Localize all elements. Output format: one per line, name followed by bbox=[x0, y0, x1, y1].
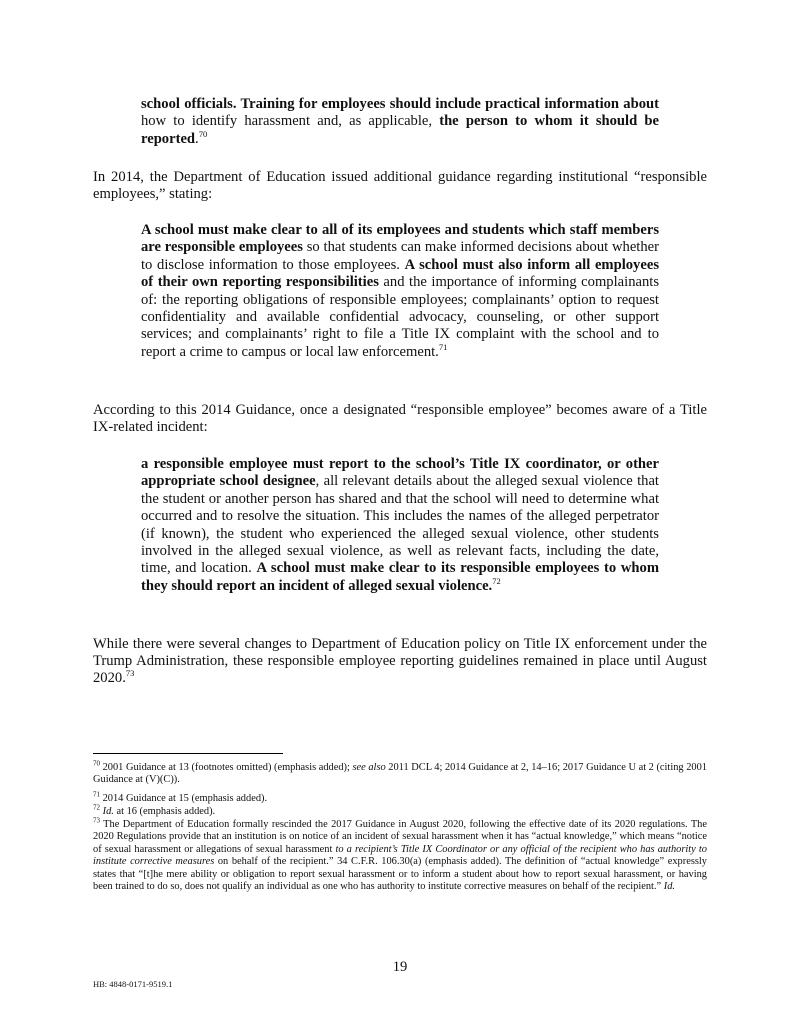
quote-bold: A school must make clear to its responsible employees to whom they should report an incident of alleged sexual violence. bbox=[141, 560, 659, 594]
footnote-text: 2011 DCL 4; 2014 Guidance at 2, 14–16; 2017 Guidance U at 2 (citing 2001 Guidance at (V)(C)). bbox=[93, 762, 707, 786]
body-paragraph-2: According to this 2014 Guidance, once a designated “responsible employee” becomes aware of a Title IX-related incident: bbox=[93, 402, 707, 435]
quote-text: how to identify harassment and, as applicable, bbox=[141, 113, 440, 130]
block-quote-1 bbox=[141, 96, 659, 148]
quote-bold: school officials. Training for employees should include practical information about bbox=[141, 96, 659, 112]
footnote-italic: to a recipient’s Title IX Coordinator or any official of the recipient who has authority to institute corrective measures bbox=[93, 843, 707, 868]
quote-bold: a responsible employee must report to the school’s Title IX coordinator, or other appropriate school designee bbox=[141, 456, 659, 490]
footnote-number: 72 bbox=[93, 803, 100, 812]
footnote-number: 70 bbox=[93, 759, 100, 768]
footnote-italic: see also bbox=[352, 762, 386, 773]
footnote-text: The Department of Education formally rescinded the 2017 Guidance in August 2020, following the effective date of its 2020 regulations. The 2020 Regulations provide that an institution is on notice of an incident of sexual harassment when it has “actual knowledge,” which means “notice of sexual harassment or allegations of sexual harassment bbox=[93, 819, 707, 855]
footnote-text: on behalf of the recipient.” 34 C.F.R. 106.30(a) (emphasis added). The definition of “actual knowledge” expressly states that “[t]he mere ability or obligation to report sexual harassment or to inform a student about how to report sexual harassment, or having been trained to do so, does not qualify an individual as one who has authority to institute corrective measures on behalf of the recipient.” bbox=[93, 856, 707, 893]
footnote-ref-71[interactable]: 71 bbox=[438, 341, 448, 352]
footnote-73 bbox=[93, 816, 707, 893]
footnote-number: 71 bbox=[93, 790, 100, 799]
body-paragraph-3 bbox=[93, 636, 707, 687]
footnote-text: 2001 Guidance at 13 (footnotes omitted) (emphasis added); bbox=[100, 762, 353, 773]
page-number: 19 bbox=[392, 959, 408, 975]
quote-text: . bbox=[195, 130, 199, 147]
paragraph-text: While there were several changes to Department of Education policy on Title IX enforcement under the Trump Administration, these responsible employee reporting guidelines remained in place until August 2020. bbox=[93, 636, 707, 686]
footnote-ref-70[interactable]: 70 bbox=[198, 128, 208, 139]
footnote-divider bbox=[93, 753, 283, 754]
block-quote-3 bbox=[141, 456, 659, 595]
quote-bold: the person to whom it should be reported bbox=[141, 113, 659, 147]
footnote-71 bbox=[93, 790, 707, 805]
footnote-italic: Id. bbox=[102, 806, 114, 817]
footnote-ref-72[interactable]: 72 bbox=[492, 575, 501, 586]
quote-bold: A school must make clear to all of its employees and students which staff members are responsible employees bbox=[141, 222, 659, 256]
footnote-72 bbox=[93, 803, 707, 818]
footnote-ref-73[interactable]: 73 bbox=[125, 668, 135, 679]
footnote-text: 2014 Guidance at 15 (emphasis added). bbox=[100, 793, 268, 804]
body-paragraph-1: In 2014, the Department of Education issued additional guidance regarding institutional “responsible employees,” stating: bbox=[93, 169, 707, 202]
block-quote-2 bbox=[141, 222, 659, 361]
quote-text: so that students can make informed decisions about whether to disclose information to those employees. bbox=[141, 239, 659, 273]
quote-text: and the importance of informing complainants of: the reporting obligations of responsible employees; complainants’ option to request confidentiality and available confidential advocacy, counseling, or other support services; and complainants’ right to file a Title IX complaint with the school and to report a crime to campus or local law enforcement. bbox=[141, 274, 659, 360]
quote-bold: A school must also inform all employees of their own reporting responsibilities bbox=[141, 256, 659, 291]
quote-text: , all relevant details about the alleged sexual violence that the student or another person has shared and that the school will need to determine what occurred and to resolve the situation. This includes the names of the alleged perpetrator (if known), the student who experienced the alleged sexual violence, other students involved in the alleged sexual violence, as well as relevant facts, including the date, time, and location. bbox=[141, 473, 659, 577]
document-id: HB: 4848-0171-9519.1 bbox=[93, 979, 173, 989]
footnote-number: 73 bbox=[93, 816, 100, 825]
footnote-70 bbox=[93, 759, 707, 787]
footnote-text: at 16 (emphasis added). bbox=[113, 806, 216, 817]
footnote-italic: Id. bbox=[663, 881, 676, 893]
